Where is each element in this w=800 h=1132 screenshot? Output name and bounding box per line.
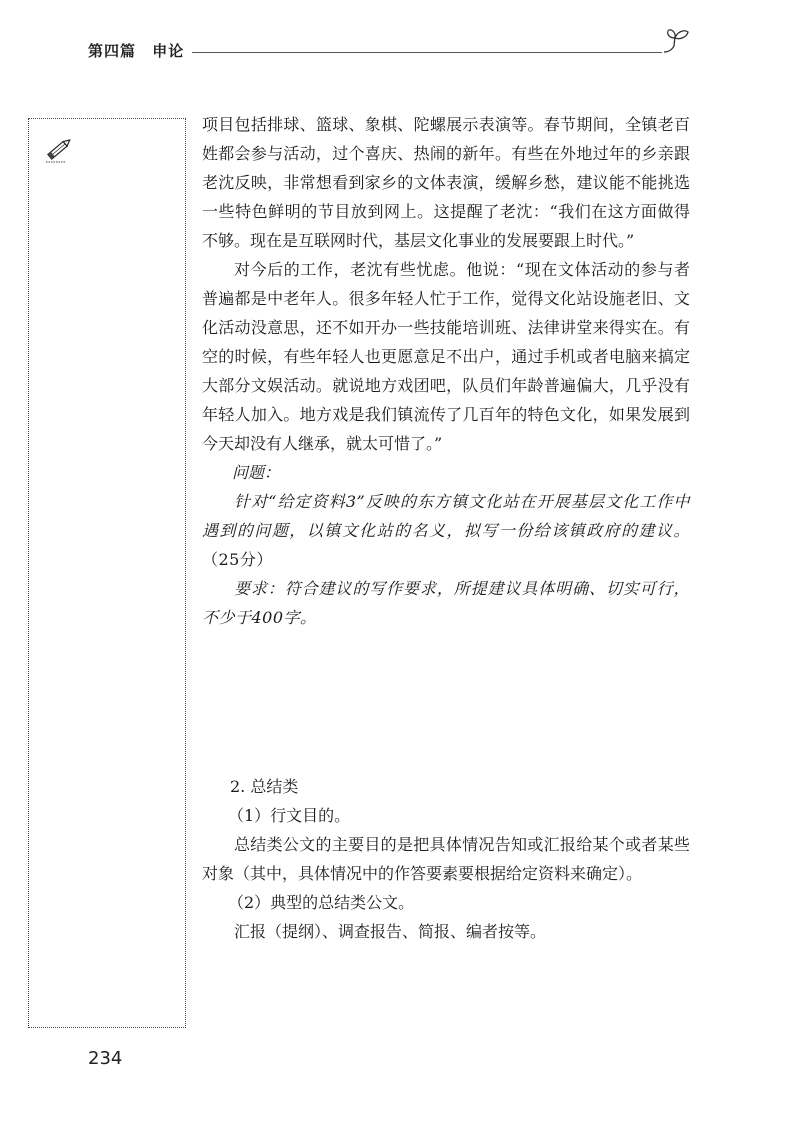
header-part: 第四篇 <box>88 42 137 60</box>
subheading: （2）典型的总结类公文。 <box>228 893 415 912</box>
question-text <box>202 487 690 574</box>
pencil-icon <box>44 134 74 164</box>
section-title: 2. 总结类 <box>230 777 299 796</box>
requirement-text: 要求：符合建议的写作要求，所提建议具体明确、切实可行，不少于400字。 <box>202 579 690 627</box>
header-rule <box>192 52 662 53</box>
main-text <box>202 110 690 632</box>
section-summary-type <box>202 772 690 946</box>
paragraph: 项目包括排球、篮球、象棋、陀螺展示表演等。春节期间，全镇老百姓都会参与活动，过个喜庆、热闹的新年。有些在外地过年的乡亲跟老沈反映，非常想看到家乡的文体表演，缓解乡愁，建议能不能挑选一些特色鲜明的节目放到网上。这提醒了老沈：“我们在这方面做得不够。现在是互联网时代，基层文化事业的发展要跟上时代。” <box>202 115 690 250</box>
page-number: 234 <box>88 1048 123 1069</box>
question-body: 针对“给定资料3”反映的东方镇文化站在开展基层文化工作中遇到的问题，以镇文化站的名义，拟写一份给该镇政府的建议。 <box>202 492 690 540</box>
sprout-icon <box>660 28 692 54</box>
running-header <box>88 40 184 61</box>
header-title: 申论 <box>152 42 185 60</box>
note-margin-box <box>28 118 186 1028</box>
paragraph: 总结类公文的主要目的是把具体情况告知或汇报给某个或者某些对象（其中，具体情况中的作答要素要根据给定资料来确定）。 <box>202 835 690 883</box>
paragraph: 汇报（提纲）、调查报告、简报、编者按等。 <box>234 922 547 941</box>
question-label: 问题： <box>232 463 281 482</box>
paragraph: 对今后的工作，老沈有些忧虑。他说：“现在文体活动的参与者普遍都是中老年人。很多年轻人忙于工作，觉得文化站设施老旧、文化活动没意思，还不如开办一些技能培训班、法律讲堂来得实在。有空的时候，有些年轻人也更愿意足不出户，通过手机或者电脑来搞定大部分文娱活动。就说地方戏团吧，队员们年龄普遍偏大，几乎没有年轻人加入。地方戏是我们镇流传了几百年的特色文化，如果发展到今天却没有人继承，就太可惜了。” <box>202 260 690 453</box>
question-score: （25分） <box>202 550 273 569</box>
subheading: （1）行文目的。 <box>228 806 351 825</box>
